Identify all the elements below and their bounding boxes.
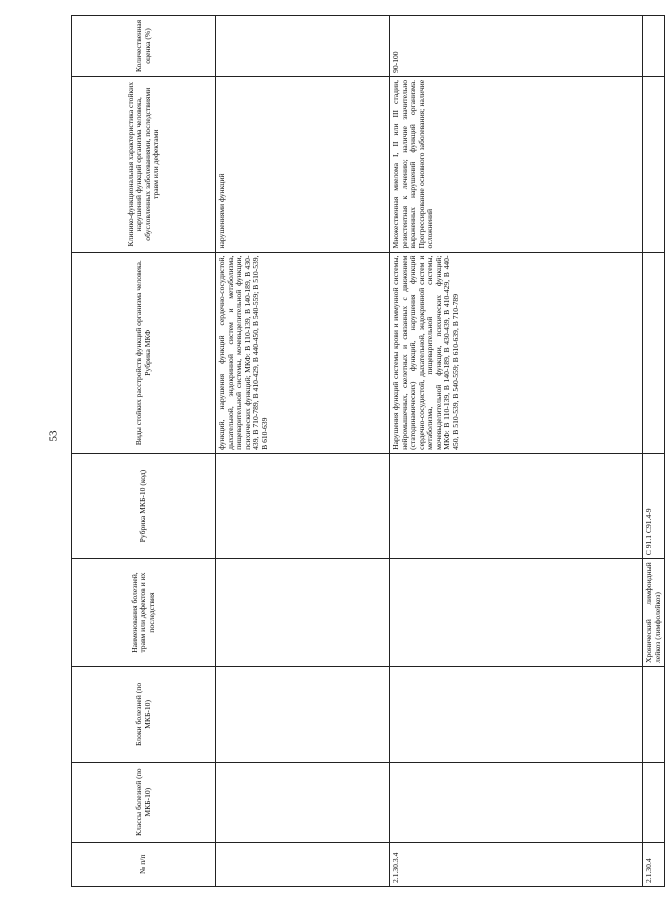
cell-code: C 91.1 C91.4-9 [643,453,665,558]
cell-code [390,453,643,558]
cell-score [643,16,665,77]
cell-types [643,252,665,453]
disability-criteria-table [71,15,665,887]
header-cell-block: Блоки болезней (по МКБ-10) [72,666,216,762]
header-cell-score: Количественная оценка (%) [72,16,216,77]
cell-name [390,559,643,667]
cell-class [390,762,643,842]
table-row [216,16,390,887]
rotated-table-container [71,15,662,887]
table-row [390,16,643,887]
cell-types: Нарушения функций системы крови и иммунной системы, нейромышечных, скелетных и связанных с движением (статодинамических) функций, нарушения функций сердечно-сосудистой, дыхательной, эндокринной систем и метаболизма, пищеварительной системы, мочевыделительной функции, психических функций; МКФ: B 110-139, B 140-189, B 430-439, B 410-429, B 440-450, B 510-539, B 540-559; B 610-639, B 710-789 [390,252,643,453]
cell-score: 90-100 [390,16,643,77]
table-row [643,16,665,887]
cell-number: 2.1.30.4 [643,842,665,886]
header-cell-code: Рубрика МКБ-10 (код) [72,453,216,558]
cell-block [390,666,643,762]
cell-types: функций, нарушения функций сердечно-сосудистой, дыхательной, эндокринной систем и метаболизма, пищеварительной системы, мочевыделительной функции, психических функций; МКФ: B 110-139, B 140-189, B 430-439, B 710-789, B 410-429, B 440-450, B 540-559; B 510-539, B 610-639 [216,252,390,453]
header-cell-types: Виды стойких расстройств функций организма человека. Рубрика МКФ [72,252,216,453]
cell-number: 2.1.30.3.4 [390,842,643,886]
header-cell-class: Классы болезней (по МКБ-10) [72,762,216,842]
cell-class [216,762,390,842]
header-cell-name: Наименования болезней, травм или дефектов и их последствия [72,559,216,667]
cell-clinic [643,76,665,252]
table-header-row [72,16,216,887]
cell-name [216,559,390,667]
header-cell-number: № п/п [72,842,216,886]
cell-clinic: нарушениями функций [216,76,390,252]
header-cell-clinic: Клинико-функциональная характеристика стойких нарушений функций организма человека, обусловленных заболеваниями, последствиями травм или дефектами [72,76,216,252]
cell-name: Хронический лимфоидный лейкоз (лимфолейкоз) [643,559,665,667]
cell-number [216,842,390,886]
cell-score [216,16,390,77]
cell-class [643,762,665,842]
cell-clinic: Множественная миелома I, II или III стадии, резистентная к лечению; наличие значительно выраженных нарушений функций организма. Прогрессирование основного заболевания; наличие осложнений [390,76,643,252]
cell-block [643,666,665,762]
cell-block [216,666,390,762]
page-number: 53 [47,430,60,442]
cell-code [216,453,390,558]
